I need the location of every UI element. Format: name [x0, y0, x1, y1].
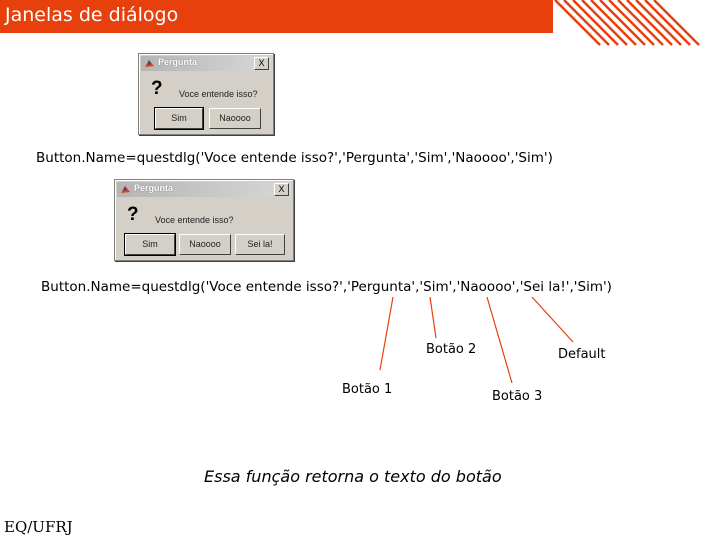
connector-botao-2	[430, 297, 436, 338]
naoooo-button[interactable]: Naoooo	[209, 108, 261, 129]
sim-button[interactable]: Sim	[125, 234, 175, 255]
label-botao-2: Botão 2	[426, 342, 477, 357]
question-icon: ?	[151, 78, 163, 99]
label-default: Default	[558, 347, 606, 362]
sim-button[interactable]: Sim	[155, 108, 203, 129]
dialog-message: Voce entende isso?	[179, 89, 258, 99]
page-title: Janelas de diálogo	[5, 4, 179, 26]
connector-botao-3	[487, 297, 512, 383]
footer-label: EQ/UFRJ	[4, 518, 73, 536]
sei-la-button[interactable]: Sei la!	[235, 234, 285, 255]
close-button[interactable]: X	[254, 57, 269, 70]
connector-botao-1	[380, 297, 393, 370]
dialog-title: Pergunta	[134, 183, 174, 193]
code-line-1: Button.Name=questdlg('Voce entende isso?','Pergunta','Sim','Naoooo','Sim')	[36, 150, 553, 166]
code-line-2: Button.Name=questdlg('Voce entende isso?','Pergunta','Sim','Naoooo','Sei la!','Sim')	[41, 279, 612, 295]
return-note: Essa função retorna o texto do botão	[204, 467, 502, 486]
label-botao-1: Botão 1	[342, 382, 393, 397]
question-icon: ?	[127, 204, 139, 225]
dialog-message: Voce entende isso?	[155, 215, 234, 225]
close-button[interactable]: X	[274, 183, 289, 196]
naoooo-button[interactable]: Naoooo	[179, 234, 231, 255]
dialog-title: Pergunta	[158, 57, 198, 67]
label-botao-3: Botão 3	[492, 389, 543, 404]
connector-default	[532, 297, 573, 342]
